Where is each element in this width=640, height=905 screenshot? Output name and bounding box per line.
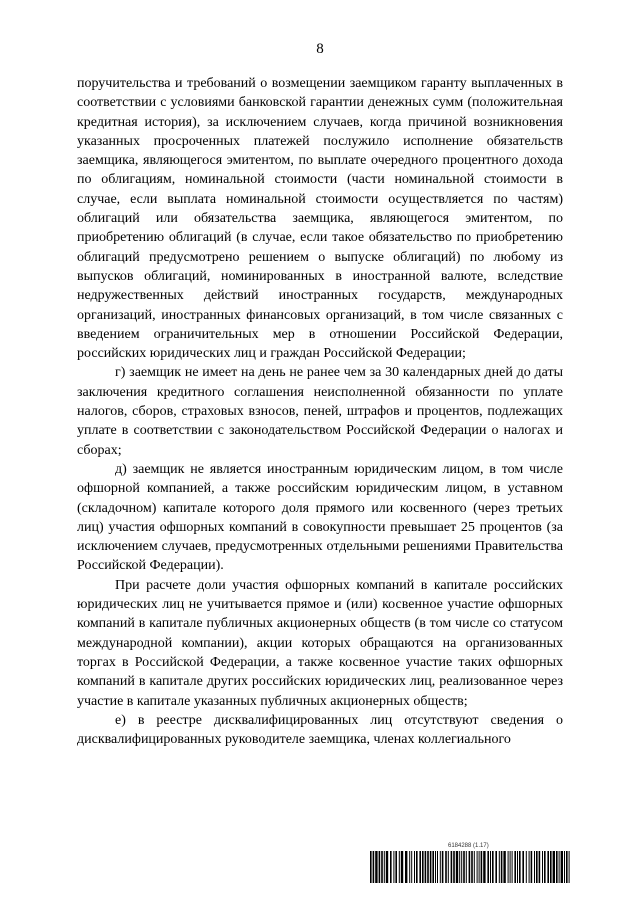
paragraph-continuation: поручительства и требований о возмещении заемщиком гаранту выплаченных в соответствии с условиями банковской гарантии денежных сумм (положительная кредитная история), за исключением случаев, когда причиной возникновения указанных просроченных платежей послужило исполнение обязательств заемщика, являющегося эмитентом, по выплате очередного процентного дохода по облигациям, номинальной стоимости (части номинальной стоимости в случае, если выплата номинальной стоимости осуществляется по частям) облигаций или обязательства заемщика, являющегося эмитентом, по приобретению облигаций (в случае, если такое обязательство по приобретению облигаций предусмотрено решением о выпуске облигаций) по любому из выпусков облигаций, номинированных в иностранной валюте, вследствие недружественных действий иностранных государств, международных организаций, иностранных финансовых организаций, в том числе связанных с введением ограничительных мер в отношении Российской Федерации, российских юридических лиц и граждан Российской Федерации;	[77, 76, 563, 362]
paragraph-item-d: д) заемщик не является иностранным юридическим лицом, в том числе офшорной компанией, а также российским юридическим лицом, в уставном (складочном) капитале которого доля прямого или косвенного (через третьих лиц) участия офшорных компаний в совокупности превышает 25 процентов (за исключением случаев, предусмотренных отдельными решениями Правительства Российской Федерации).	[77, 461, 563, 574]
paragraph-offshore-note: При расчете доли участия офшорных компаний в капитале российских юридических лиц не учитывается прямое и (или) косвенное участие офшорных компаний в капитале публичных акционерных обществ (в том числе со статусом международной компании), акции которых обращаются на организованных торгах в Российской Федерации, а также косвенное участие таких офшорных компаний в капитале других российских юридических лиц, реализованное через участие в капитале указанных публичных акционерных обществ;	[77, 577, 563, 709]
paragraph-item-g: г) заемщик не имеет на день не ранее чем за 30 календарных дней до даты заключения кредитного соглашения неисполненной обязанности по уплате налогов, сборов, страховых взносов, пеней, штрафов и процентов, подлежащих уплате в соответствии с законодательством Российской Федерации о налогах и сборах;	[77, 365, 563, 458]
barcode-icon	[370, 851, 570, 883]
paragraph-item-e: е) в реестре дисквалифицированных лиц отсутствуют сведения о дисквалифицированных руководителе заемщика, членах коллегиального	[77, 712, 563, 748]
document-body	[77, 74, 563, 749]
barcode-number: 6184288 (1.17)	[448, 843, 489, 849]
page-number: 8	[316, 41, 324, 57]
